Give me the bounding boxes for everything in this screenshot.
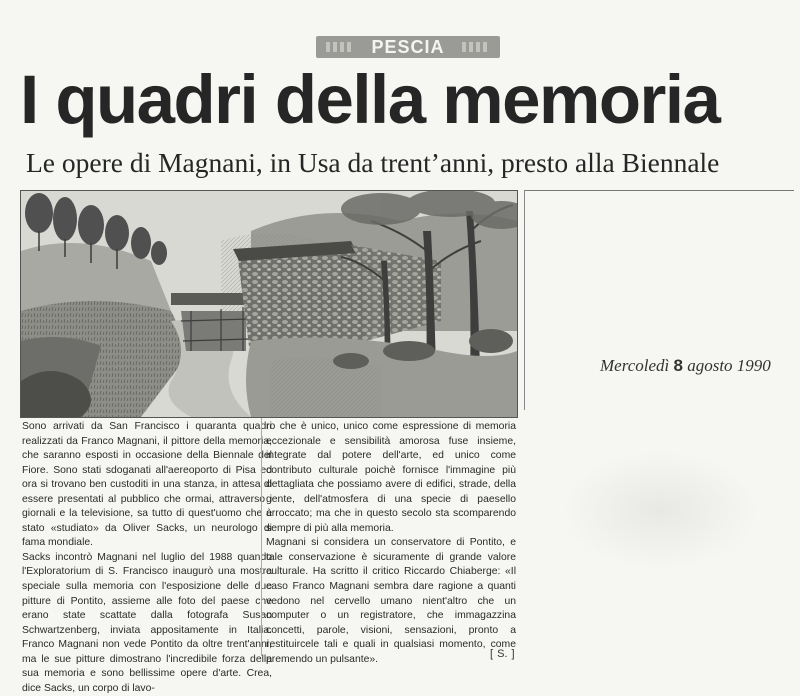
subtitle: Le opere di Magnani, in Usa da trent’anni, presto alla Biennale — [26, 147, 720, 178]
paragraph: Sacks incontrò Magnani nel luglio del 1988 quando l'Exploratorium di S. Francisco inaugurò una mostra speciale sulla memoria con l'esposizione delle due pitture di Pontito, assieme alle foto del paese che erano state scattate dalla fotografa Susan Schwartzenberg, inviata appositamente in Italia. Franco Magnani non vede Pontito da oltre trent'anni, ma le sue pitture dimostrano l'incredibile forza della sua memoria e sono bellissime opere d'arte. Crea, dice Sacks, un corpo di lavo- — [22, 551, 272, 694]
column-divider — [261, 418, 262, 656]
headline: I quadri della memoria — [20, 61, 720, 138]
author-signature: [ S. ] — [490, 648, 515, 660]
scan-smudge — [560, 450, 760, 570]
dateline-month-year: agosto 1990 — [687, 356, 771, 375]
section-banner — [316, 36, 500, 58]
box-rule-left — [524, 190, 525, 410]
paragraph: ro che è unico, unico come espressione di memoria eccezionale e sensibilità amorosa fuse insieme, integrate dal potere dell'arte, ed unico come contributo culturale poichè fornisce l'immagine più dettagliata che possiamo avere di edifici, strade, della gente, dell'atmosfera di una specie di paesello arroccato; ma che in questo secolo sta scomparendo sempre di più alla memoria. — [266, 421, 516, 534]
section-label: PESCIA — [371, 37, 445, 57]
article-column-1 — [22, 420, 272, 696]
paragraph: Magnani si considera un conservatore di Pontito, e tale conservazione è sicuramente di grande valore culturale. Ha scritto il critico Riccardo Chiaberge: «Il caso Franco Magnani sembra dare ragione a quanti vedono nel cervello umano nient'altro che un computer o un registratore, che immagazzina concetti, parole, visioni, sensazioni, pronto a restituircele tali e quali in qualsiasi momento, come premendo un pulsante». — [266, 537, 516, 665]
box-rule-top — [524, 190, 794, 191]
dateline-day: 8 — [673, 356, 683, 375]
paragraph: Sono arrivati da San Francisco i quaranta quadri realizzati da Franco Magnani, il pittore della memoria, che saranno esposti in occasione della Biennale del Fiore. Sono stati sdoganati all'aereoporto di Pisa ed ora si trovano ben custoditi in una stanza, in attesa di essere presentati al pubblico che ormai, attraverso i giornali e la televisione, sa tutto di quest'uomo che è stato «studiato» da Oliver Sacks, un neurologo di fama mondiale. — [22, 421, 272, 549]
article-column-2 — [266, 420, 516, 667]
dateline-weekday: Mercoledì — [600, 356, 670, 375]
painting-image — [21, 191, 517, 417]
dateline — [600, 356, 790, 376]
painting-illustration — [20, 190, 518, 418]
